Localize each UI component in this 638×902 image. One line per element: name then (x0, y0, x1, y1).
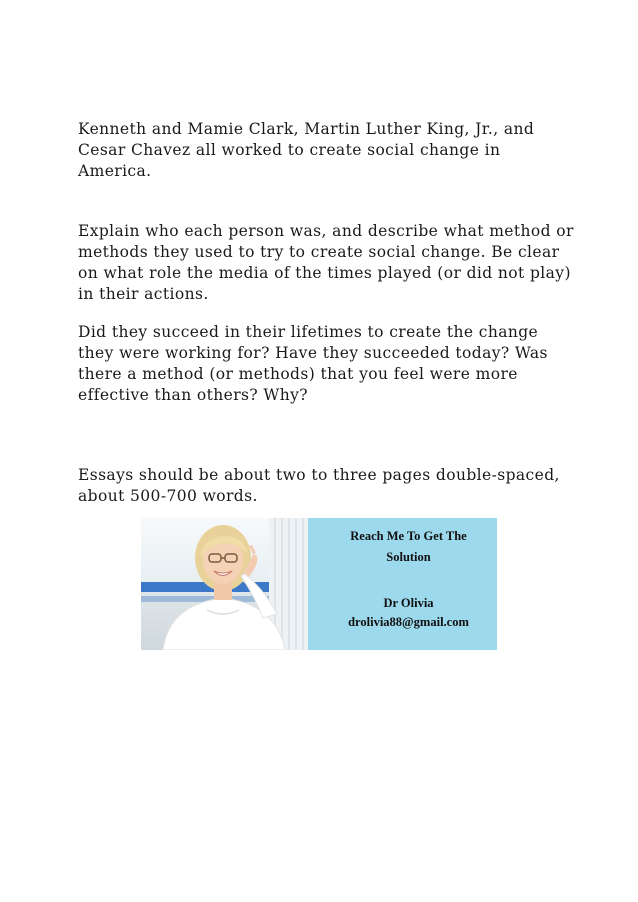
paragraph-intro: Kenneth and Mamie Clark, Martin Luther King, Jr., and Cesar Chavez all worked to create social change in America. (78, 120, 535, 180)
paragraph-questions: Did they succeed in their lifetimes to create the change they were working for? Have they succeeded today? Was there a method (or methods) that you feel were more effective than others? Why? (78, 323, 548, 404)
woman-illustration (141, 518, 308, 650)
contact-info-panel (308, 518, 497, 650)
contact-email: drolivia88@gmail.com (348, 615, 469, 629)
headline-line2: Solution (386, 550, 431, 564)
paragraph-explain: Explain who each person was, and describe what method or methods they used to try to create social change. Be clear on what role the media of the times played (or did not play) in their actions. (78, 222, 574, 303)
paragraph-length: Essays should be about two to three pages double-spaced, about 500-700 words. (78, 466, 560, 505)
contact-banner (141, 518, 497, 650)
woman-portrait-photo (141, 518, 308, 650)
contact-name: Dr Olivia (383, 596, 434, 610)
headline-line1: Reach Me To Get The (350, 529, 467, 543)
